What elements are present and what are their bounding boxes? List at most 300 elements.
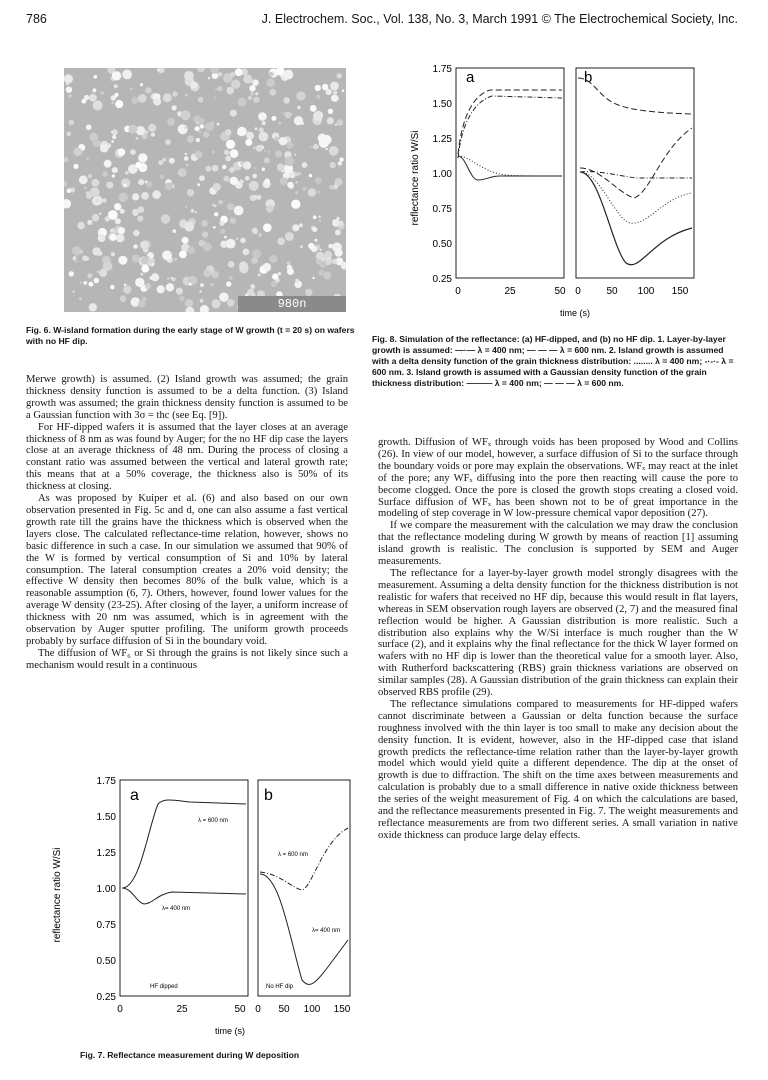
w-island	[297, 106, 301, 110]
fig8-xtick-b50: 50	[606, 286, 618, 297]
w-island	[79, 298, 81, 300]
w-island	[145, 87, 151, 93]
w-island	[214, 212, 218, 216]
w-island	[299, 223, 303, 227]
w-island	[240, 161, 244, 165]
fig7-ytick-7: 0.25	[96, 992, 116, 1003]
w-island	[317, 95, 321, 99]
fig8-xtick-b150: 150	[671, 286, 689, 297]
w-island	[111, 252, 115, 256]
w-island	[162, 158, 166, 162]
fig8-ytick-5: 0.75	[432, 204, 452, 215]
w-island	[115, 218, 121, 224]
w-island	[96, 199, 99, 202]
w-island	[263, 263, 272, 272]
w-island	[217, 86, 222, 91]
w-island	[239, 261, 248, 270]
fig8-ytick-7: 0.25	[432, 274, 452, 285]
w-island	[224, 297, 226, 299]
w-island	[111, 101, 114, 104]
w-island	[295, 191, 298, 194]
w-island	[79, 175, 88, 184]
w-island	[291, 200, 300, 209]
w-island	[205, 166, 211, 172]
paragraph: growth. Diffusion of WFₓ through voids has been proposed by Wood and Collins (26). In view of our model, however, a surface diffusion of Si to the surface through the boundary voids or pore may explain the observations. WFₓ may react at the inlet of the pore; any WFₓ diffusing into the pore then reacting will cause the pore to become clogged. Once the pore is closed the growth stops creating a closed void. Surface diffusion of WFₓ has been shown not to be of great importance in the modeling of step coverage in W low-pressure chemical vapor deposition (27).	[378, 437, 738, 520]
w-island	[136, 137, 139, 140]
w-island	[147, 256, 150, 259]
w-island	[179, 251, 187, 259]
w-island	[138, 179, 144, 185]
paragraph: Merwe growth) is assumed. (2) Island growth was assumed; the grain thickness density function is assumed to be a delta function. (3) Island growth was assumed; the grain thickness density function is assumed to be a Gaussian function with 3σ = thc (see Eq. [9]).	[26, 374, 348, 421]
fig8-panel-b-label: b	[584, 69, 593, 86]
fig7-label-a400: λ= 400 nm	[162, 906, 191, 912]
w-island	[145, 130, 149, 134]
w-island	[118, 227, 125, 234]
w-island	[86, 157, 89, 160]
w-island	[271, 116, 276, 121]
w-island	[331, 95, 338, 102]
fig7-b-curve-600	[260, 828, 348, 890]
w-island	[105, 216, 110, 221]
w-island	[122, 70, 132, 80]
fig8-xtick-a25: 25	[504, 286, 516, 297]
w-island	[212, 204, 215, 207]
w-island	[199, 118, 205, 124]
w-island	[319, 216, 321, 218]
w-island	[146, 181, 152, 187]
w-island	[73, 164, 78, 169]
w-island	[83, 281, 87, 285]
fig7-panel-b-label: b	[264, 787, 273, 804]
fig7-chart	[40, 770, 360, 1042]
w-island	[224, 150, 229, 155]
w-island	[277, 238, 285, 246]
w-island	[316, 259, 321, 264]
w-island	[225, 129, 231, 135]
w-island	[237, 127, 246, 136]
w-island	[124, 283, 127, 286]
w-island	[93, 139, 101, 147]
fig7-a-curve-600	[122, 800, 246, 888]
w-island	[322, 135, 332, 145]
w-island	[191, 209, 195, 213]
w-island	[258, 274, 261, 277]
w-island	[305, 289, 312, 296]
fig7-xtick-a25: 25	[176, 1004, 188, 1015]
w-island	[240, 238, 246, 244]
w-island	[313, 144, 319, 150]
fig8-ytick-6: 0.50	[432, 239, 452, 250]
w-island	[295, 172, 299, 176]
w-island	[103, 261, 113, 271]
w-island	[97, 270, 100, 273]
paragraph: The diffusion of WF₆ or Si through the grains is not likely since such a mechanism would result in a continuous	[26, 647, 348, 671]
w-island	[279, 137, 287, 145]
fig7-xtick-a50: 50	[234, 1004, 246, 1015]
fig8-xtick-b100: 100	[637, 286, 655, 297]
w-island	[326, 148, 328, 150]
w-island	[87, 220, 92, 225]
w-island	[230, 177, 238, 185]
fig6-caption: Fig. 6. W-island formation during the early stage of W growth (t = 20 s) on wafers with no HF dip.	[26, 325, 355, 346]
w-island	[137, 216, 143, 222]
w-island	[151, 273, 159, 281]
fig8-a-curve-400b	[458, 156, 562, 176]
w-island	[269, 89, 276, 96]
w-island	[203, 269, 211, 277]
w-island	[218, 200, 222, 204]
fig7-yticklabels	[97, 776, 117, 1003]
w-island	[272, 273, 278, 279]
w-island	[251, 285, 255, 289]
w-island	[225, 156, 231, 162]
w-island	[230, 72, 235, 77]
w-island	[234, 206, 244, 216]
w-island	[141, 192, 149, 200]
w-island	[111, 140, 114, 143]
w-island	[210, 68, 219, 74]
w-island	[243, 75, 252, 84]
w-island	[300, 245, 303, 248]
w-island	[282, 112, 284, 114]
w-island	[287, 261, 291, 265]
w-island	[263, 223, 272, 232]
w-island	[313, 215, 317, 219]
fig7-label-b600: λ = 600 nm	[278, 852, 308, 858]
w-island	[210, 121, 214, 125]
w-island	[135, 162, 141, 168]
w-island	[329, 146, 339, 156]
fig7-label-b400: λ= 400 nm	[312, 928, 341, 934]
w-island	[203, 243, 212, 252]
w-island	[238, 98, 247, 107]
w-island	[295, 181, 297, 183]
w-island	[342, 89, 345, 92]
w-island	[128, 125, 137, 134]
sem-micrograph	[64, 68, 346, 312]
fig8-yticklabels	[433, 64, 453, 285]
fig7-xtick-b50: 50	[278, 1004, 290, 1015]
w-island	[199, 290, 201, 292]
w-island	[184, 156, 189, 161]
w-island	[85, 256, 90, 261]
w-island	[158, 160, 163, 165]
fig8-a-curve-600	[458, 90, 562, 154]
w-island	[99, 213, 101, 215]
w-island	[230, 218, 236, 224]
fig7-ytick-3: 1.25	[96, 848, 116, 859]
w-island	[130, 149, 136, 155]
fig7-label-hf: HF dipped	[150, 984, 178, 990]
w-island	[271, 281, 277, 287]
w-island	[174, 258, 177, 261]
w-island	[333, 220, 336, 223]
w-island	[197, 68, 205, 72]
w-island	[161, 214, 171, 224]
fig8-panel-a-frame	[456, 68, 564, 278]
w-island	[278, 272, 281, 275]
paragraph: For HF-dipped wafers it is assumed that the layer closes at an average thickness of 8 nm as was found by Auger; for the no HF dip case the layers close at an average thickness of 48 nm. During the process of closing a constant ratio was assumed between the vertical and lateral growth rate; this means that at a 50% coverage, the thickness also is 50% of its thickness at closing.	[26, 421, 348, 493]
w-island	[203, 131, 210, 138]
w-island	[79, 250, 83, 254]
w-island	[133, 244, 137, 248]
w-island	[89, 94, 97, 102]
fig8-ylabel: reflectance ratio W/Si	[410, 130, 421, 226]
w-island	[212, 151, 215, 154]
w-island	[67, 189, 72, 194]
w-island	[172, 277, 176, 281]
w-island	[172, 105, 177, 110]
paragraph: As was proposed by Kuiper et al. (6) and also based on our own observation presented in Fig. 5c and d, one can also assume a fast vertical growth rate till the grains have the thickness which is observed when the layers close. The calculated reflectance-time relation, however, shows no basic difference in such a case. In our simulation we assumed that 90% of the W is formed by vertical consumption of Si and 10% by lateral consumption. The lateral consumption creates a 20% void density; the effective W density then becomes 80% of the bulk value, which is a reasonable assumption (6, 7). Others, however, found lower values for the average W density (23-25). After closing of the layer, a uniform increase of thickness with 20 nm was assumed, which is in agreement with the observation by Auger sputter profiling. The uniform growth proceeds probably by surface diffusion of Si in the boundary void.	[26, 493, 348, 647]
w-island	[165, 139, 171, 145]
w-island	[132, 193, 139, 200]
w-island	[308, 243, 314, 249]
w-island	[140, 273, 143, 276]
w-island	[208, 77, 210, 79]
w-island	[230, 110, 237, 117]
w-island	[292, 224, 299, 231]
w-island	[72, 290, 75, 293]
w-island	[185, 94, 188, 97]
paragraph: The reflectance simulations compared to measurements for HF-dipped wafers cannot discriminate between a Gaussian or delta function because the surface roughness involved with the thin layer is too small to make any decision about the density function. It is evident, however, also in the HF-dipped case that island growth predicts the reflectance-time relation rather than the layer-by-layer growth model which would yield quite a different dependence. The dip at the onset of growth is due to diffraction. The shift on the time axes between measurements and calculation is probably due to a small difference in native oxide thickness between the series of the weight measurement of Fig. 4 on which the calculations are based, and the reflectance measurements presented in Fig. 7. The weight measurements and reflectance measurements are from two different series. A small variation in native oxide thickness can produce large delay effects.	[378, 698, 738, 841]
w-island	[266, 205, 274, 213]
paragraph: If we compare the measurement with the calculation we may draw the conclusion that the reflectance modeling during W growth by means of reaction [1] assuming island growth is realistic. The conclusion is supported by SEM and Auger measurements.	[378, 520, 738, 568]
w-island	[255, 127, 258, 130]
w-island	[92, 88, 96, 92]
w-island	[73, 147, 82, 156]
w-island	[274, 136, 279, 141]
w-island	[140, 241, 149, 250]
w-island	[254, 167, 256, 169]
w-island	[250, 92, 254, 96]
w-island	[123, 286, 131, 294]
page-header	[26, 12, 738, 30]
w-island	[141, 265, 149, 273]
left-column	[26, 374, 348, 672]
w-island	[130, 87, 133, 90]
w-island	[319, 219, 321, 221]
w-island	[118, 256, 127, 265]
w-island	[186, 164, 188, 166]
w-island	[110, 234, 117, 241]
w-island	[100, 91, 104, 95]
w-island	[256, 195, 261, 200]
w-island	[132, 255, 140, 263]
fig8-ytick-2: 1.50	[432, 99, 452, 110]
w-island	[64, 181, 68, 187]
w-island	[157, 285, 165, 293]
w-island	[328, 109, 333, 114]
w-island	[169, 252, 171, 254]
w-island	[286, 142, 293, 149]
fig8-a-curve-400	[458, 156, 562, 180]
w-island	[184, 71, 194, 81]
w-island	[219, 293, 228, 302]
w-island	[258, 233, 262, 237]
w-island	[248, 96, 252, 100]
w-island	[90, 187, 100, 197]
w-island	[64, 157, 68, 162]
w-island	[315, 239, 318, 242]
w-island	[195, 151, 203, 159]
fig7-ytick-6: 0.50	[96, 956, 116, 967]
w-island	[310, 105, 317, 112]
w-island	[269, 72, 274, 77]
w-island	[285, 156, 295, 166]
w-island	[89, 303, 97, 311]
w-island	[178, 172, 180, 174]
paragraph: The reflectance for a layer-by-layer growth model strongly disagrees with the measurement. Assuming a delta density function for the thickness distribution is not realistic for wafers that received no HF dip, because this would result in flat layers, whereas in SEM observation rough layers are observed (2, 7) and the measured final reflection would be higher. A Gaussian distribution is more realistic. Such a distribution also explains why the W/Si interface is much rougher than the W surface (2), and it explains why the final reflectance for the thick W layer formed on wafers with no HF dip is lower than the theoretical value for a smooth layer. Also, with Rutherford backscattering (RBS) grain thickness variations are observed on similar samples (28). A Gaussian distribution of the grain thickness can explain their observed RBS profile (29).	[378, 567, 738, 699]
w-island	[322, 84, 328, 90]
w-island	[152, 190, 161, 199]
w-island	[64, 74, 73, 83]
w-island	[289, 184, 294, 189]
w-island	[176, 288, 183, 295]
w-island	[267, 150, 270, 153]
w-island	[92, 179, 100, 187]
w-island	[258, 112, 267, 121]
w-island	[125, 171, 129, 175]
fig8-xlabel: time (s)	[560, 308, 590, 318]
w-island	[138, 153, 147, 162]
w-island	[310, 146, 313, 149]
w-island	[309, 174, 312, 177]
w-island	[165, 183, 173, 191]
fig7-panel-a-label: a	[130, 787, 139, 804]
w-island	[230, 149, 239, 158]
w-island	[80, 282, 82, 284]
w-island	[84, 95, 89, 100]
w-island	[338, 221, 344, 227]
w-island	[187, 246, 194, 253]
w-island	[290, 113, 293, 116]
fig7-xtick-b100: 100	[303, 1004, 321, 1015]
w-island	[284, 70, 294, 80]
w-island	[259, 128, 264, 133]
w-island	[313, 111, 323, 121]
w-island	[153, 98, 161, 106]
w-island	[340, 158, 344, 162]
w-island	[327, 257, 330, 260]
w-island	[104, 160, 112, 168]
w-island	[220, 221, 225, 226]
w-island	[178, 124, 188, 134]
w-island	[249, 181, 259, 191]
w-island	[213, 226, 216, 229]
w-island	[266, 79, 275, 88]
w-island	[68, 120, 74, 126]
w-island	[110, 285, 114, 289]
w-island	[115, 100, 123, 108]
w-island	[226, 281, 231, 286]
w-island	[228, 261, 235, 268]
w-island	[280, 177, 288, 185]
w-island	[196, 138, 200, 142]
fig7-label-nohf: No HF dip	[266, 984, 294, 990]
w-island	[285, 232, 294, 241]
fig8-ytick-1: 1.75	[432, 64, 452, 75]
w-island	[243, 249, 250, 256]
w-island	[114, 84, 118, 88]
w-island	[217, 123, 220, 126]
w-island	[200, 283, 204, 287]
w-island	[163, 93, 172, 102]
fig8-ytick-4: 1.00	[432, 169, 452, 180]
fig8-b-curve-600	[578, 78, 692, 114]
w-island	[226, 239, 236, 249]
w-island	[214, 97, 216, 99]
w-island	[190, 81, 197, 88]
w-island	[102, 171, 108, 177]
w-island	[200, 124, 205, 129]
w-island	[184, 222, 194, 232]
fig7-a-curve-400	[122, 888, 246, 904]
fig7-ytick-2: 1.50	[96, 812, 116, 823]
w-island	[87, 273, 92, 278]
w-island	[227, 299, 235, 307]
w-island	[185, 299, 193, 307]
w-island	[327, 117, 334, 124]
fig8-xtick-a0: 0	[455, 286, 461, 297]
fig7-panel-a-frame	[120, 780, 248, 996]
fig8-b-curve-400-delta	[580, 172, 692, 178]
fig7-xlabel: time (s)	[215, 1026, 245, 1036]
w-island	[220, 229, 225, 234]
w-island	[328, 244, 333, 249]
w-island	[106, 182, 113, 189]
w-island	[172, 91, 177, 96]
micrograph-texture	[64, 68, 346, 312]
w-island	[98, 234, 106, 242]
w-island	[318, 270, 324, 276]
w-island	[166, 283, 174, 291]
fig8-b-curve-600b	[580, 128, 692, 198]
w-island	[262, 121, 266, 125]
w-island	[114, 203, 121, 210]
w-island	[262, 168, 265, 171]
w-island	[329, 185, 334, 190]
w-island	[317, 190, 321, 194]
w-island	[185, 206, 187, 208]
w-island	[89, 282, 94, 287]
w-island	[114, 93, 118, 97]
w-island	[239, 179, 244, 184]
w-island	[123, 184, 127, 188]
w-island	[88, 174, 92, 178]
w-island	[312, 277, 314, 279]
w-island	[277, 163, 285, 171]
w-island	[335, 249, 343, 257]
w-island	[335, 230, 341, 236]
w-island	[287, 268, 294, 275]
w-island	[64, 199, 71, 208]
w-island	[182, 237, 189, 244]
w-island	[92, 214, 100, 222]
w-island	[99, 231, 101, 233]
fig8-xticklabels	[455, 286, 689, 297]
w-island	[199, 131, 201, 133]
w-island	[119, 193, 128, 202]
w-island	[243, 161, 251, 169]
w-island	[98, 251, 103, 256]
w-island	[269, 255, 277, 263]
w-island	[120, 295, 127, 302]
w-island	[256, 145, 263, 152]
w-island	[252, 228, 258, 234]
w-island	[151, 263, 154, 266]
w-island	[330, 162, 336, 168]
w-island	[245, 139, 252, 146]
